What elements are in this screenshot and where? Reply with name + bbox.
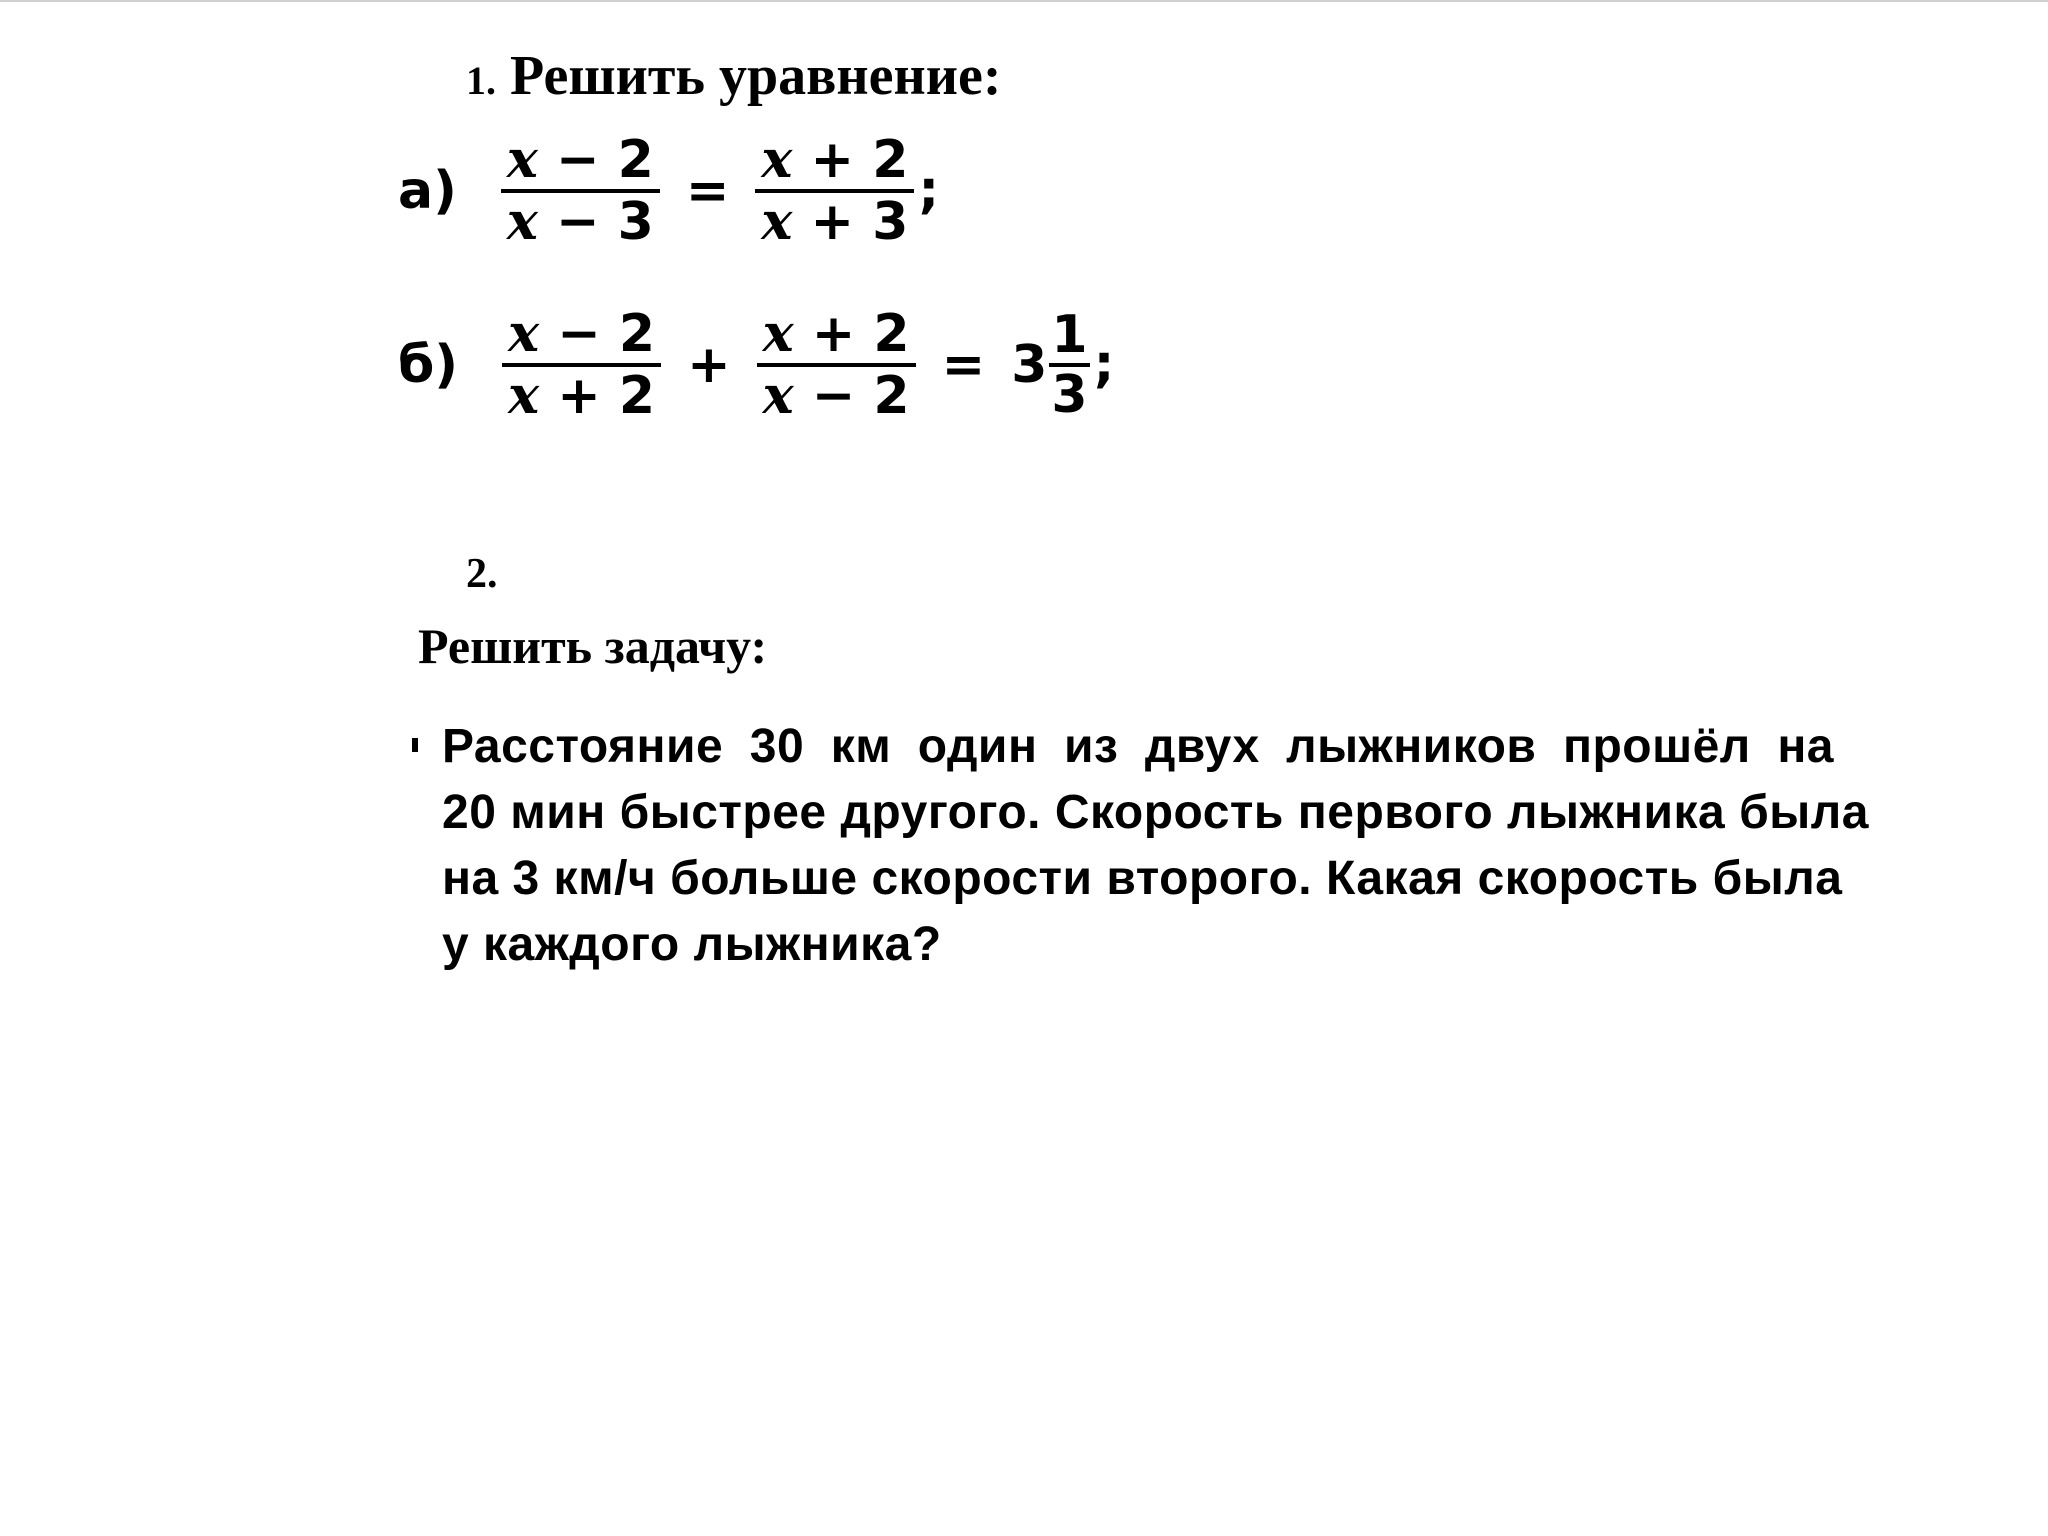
mixed-number-fraction [1049,307,1089,423]
problem-line: на 3 км/ч больше скорости второго. Какая скорость была [442,852,1843,905]
problem-line: 20 мин быстрее другого. Скорость первого лыжника была [442,786,1869,839]
top-border [0,0,2048,2]
equation-b-second-fraction [757,305,916,425]
task2-title: Решить задачу: [418,618,768,674]
equation-b [398,300,1114,430]
equation-b-first-fraction [502,305,661,425]
equation-a [398,126,939,256]
bullet-mark [412,738,418,752]
fraction-denominator: x − 3 [506,191,654,252]
task1-heading [466,40,1002,117]
mixed-number-whole: 3 [1011,335,1048,395]
fraction-numerator: x − 2 [502,305,661,367]
fraction-denominator: x − 2 [762,365,910,426]
fraction-numerator: x + 2 [755,131,914,193]
equation-a-label: а) [398,161,457,221]
fraction-denominator: 3 [1051,365,1088,425]
problem-line: Расстояние 30 км один из двух лыжников прошёл на [442,720,1834,773]
equation-a-right-fraction [755,131,914,251]
problem-text [442,714,1869,978]
semicolon: ; [1093,334,1115,394]
semicolon: ; [918,160,940,220]
problem-line: у каждого лыжника? [442,918,942,971]
task1-number: 1. [466,58,496,103]
plus-sign: + [687,335,731,395]
equation-b-label: б) [398,335,459,395]
task1-title: Решить уравнение: [510,45,1002,107]
fraction-denominator: x + 3 [761,191,909,252]
fraction-denominator: x + 2 [508,365,656,426]
equals-sign: = [941,335,986,395]
fraction-numerator: x − 2 [501,131,660,193]
fraction-numerator: 1 [1051,305,1088,365]
fraction-numerator: x + 2 [757,305,916,367]
equation-a-left-fraction [501,131,660,251]
equals-sign: = [685,161,730,221]
task2-number: 2. [466,551,498,597]
